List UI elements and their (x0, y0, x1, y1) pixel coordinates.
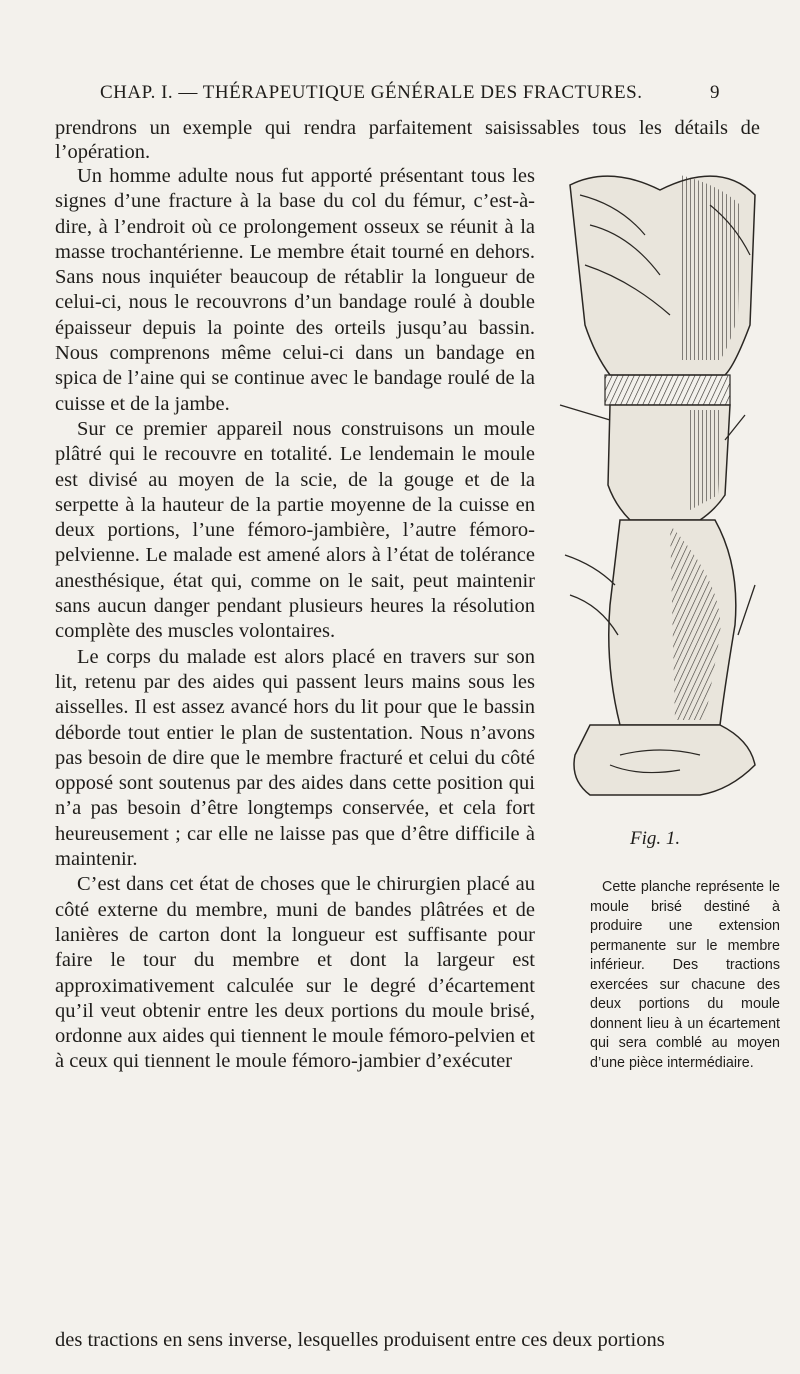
paragraph-3: Le corps du malade est alors placé en travers sur son lit, retenu par des aides qui passent leurs mains sous les aisselles. Il est assez avancé hors du lit pour que le bassin déborde tout entier le plan de sustentation. Nous n’avons pas besoin de dire que le membre fracturé et celui du côté opposé sont soutenus par des aides dans cette position qui n’a pas besoin d’être longtemps conservée, et cela fort heureusement ; car elle ne laisse pas que d’être difficile à maintenir. (55, 645, 535, 871)
paragraph-4: C’est dans cet état de choses que le chirurgien placé au côté externe du membre, muni de bandes plâtrées et de lanières de carton dont la longueur est suffisante pour faire le tour du membre et dont la largeur est approximativement calculée sur le degré d’écartement qu’il veut obtenir entre les deux portions du moule brisé, ordonne aux aides qui tiennent le moule fémoro-pelvien et à ceux qui tiennent le moule fémoro-jambier d’exécuter (55, 873, 535, 1073)
main-text-column (55, 164, 535, 1075)
page-number: 9 (710, 82, 720, 103)
lead-text-block (55, 116, 760, 164)
running-header (100, 82, 720, 104)
paragraph-2: Sur ce premier appareil nous construisons un moule plâtré qui le recouvre en totalité. Le lendemain le moule est divisé au moyen de la scie, de la gouge et de la serpette à la hauteur de la partie moyenne de la cuisse en deux portions, l’une fémoro-jambière, l’autre fémoro-pelvienne. Le malade est amené alors à l’état de tolérance anesthésique, état qui, comme on le sait, peut maintenir sans aucun danger pendant plusieurs heures la résolution complète des muscles volontaires. (55, 417, 535, 643)
leg-cast-illustration (550, 165, 765, 815)
figure-label: Fig. 1. (630, 828, 681, 849)
figure-caption (590, 878, 780, 1073)
figure-caption-text: Cette planche représente le moule brisé destiné à produire une extension permanente sur le membre inférieur. Des tractions exercées sur chacune des deux portions du moule donnent lieu à un écartement qui sera comblé au moyen d’une pièce intermédiaire. (590, 879, 780, 1071)
lead-paragraph: prendrons un exemple qui rendra parfaitement saisissables tous les détails de l’opération. (55, 117, 760, 163)
tail-line: des tractions en sens inverse, lesquelles produisent entre ces deux portions (55, 1329, 665, 1351)
paragraph-1: Un homme adulte nous fut apporté présentant tous les signes d’une fracture à la base du col du fémur, c’est-à-dire, à l’endroit où ce prolongement osseux se réunit à la masse trochantérienne. Le membre était tourné en dehors. Sans nous inquiéter beaucoup de rétablir la longueur de celui-ci, nous le recouvrons d’un bandage roulé à double épaisseur depuis la pointe des orteils jusqu’au bassin. Nous comprenons même celui-ci dans un bandage en spica de l’aine qui se continue avec le bandage roulé de la cuisse et de la jambe. (55, 165, 535, 415)
running-title: CHAP. I. — THÉRAPEUTIQUE GÉNÉRALE DES FRACTURES. (100, 82, 643, 103)
